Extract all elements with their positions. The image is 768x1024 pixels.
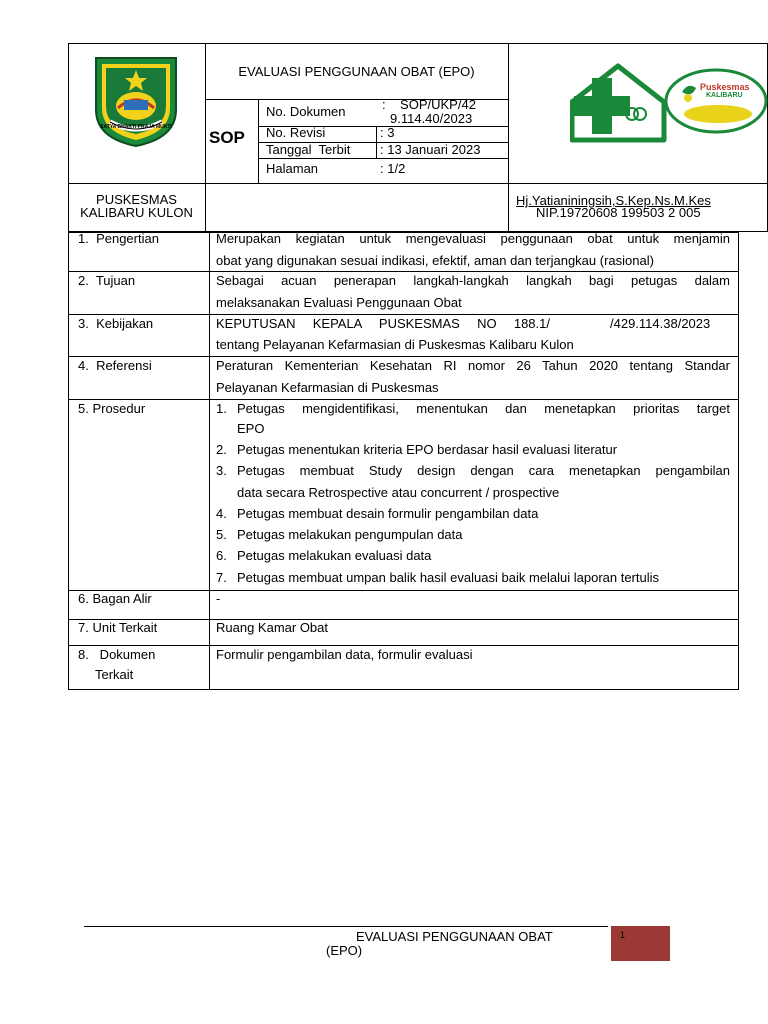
issued-label: Tanggal Terbit	[266, 142, 351, 157]
info-divider-sop	[258, 99, 259, 183]
pengertian-line-2: obat yang digunakan sesuai indikasi, efektif, aman dan terjangkau (rasional)	[216, 253, 654, 268]
row-divider-3	[68, 356, 739, 357]
step-2-num: 2.	[216, 442, 227, 457]
org-name-2: KALIBARU KULON	[80, 205, 193, 220]
document-title: EVALUASI PENGGUNAAN OBAT (EPO)	[238, 64, 475, 79]
bagan-alir-value: -	[216, 591, 221, 606]
dokumen-terkait-value: Formulir pengambilan data, formulir evaluasi	[216, 647, 473, 662]
signer-name: Hj.Yatianiningsih,S.Kep.Ns.M.Kes	[516, 193, 711, 208]
page-value: : 1/2	[380, 161, 406, 176]
header-row-divider	[68, 183, 768, 184]
kebijakan-line-1a: KEPUTUSAN KEPALA PUSKESMAS NO 188.1/	[216, 316, 550, 331]
step-3-line-1: Petugas membuat Study design dengan cara menetapkan pengambilan	[237, 463, 730, 478]
doc-no-label: No. Dokumen	[266, 104, 346, 119]
org-name-1: PUSKESMAS	[96, 192, 177, 207]
dokumen-terkait-label-1: 8. Dokumen	[78, 647, 156, 662]
page-label: Halaman	[266, 161, 319, 176]
footer-rule	[84, 926, 608, 927]
step-5-line-1: Petugas melakukan pengumpulan data	[237, 527, 463, 542]
row-divider-4	[68, 399, 739, 400]
referensi-line-1: Peraturan Kementerian Kesehatan RI nomor 26 Tahun 2020 tentang Standar	[216, 358, 730, 373]
page-number-box	[611, 926, 670, 961]
kebijakan-line-2: tentang Pelayanan Kefarmasian di Puskesmas Kalibaru Kulon	[216, 337, 574, 352]
step-6-line-1: Petugas melakukan evaluasi data	[237, 548, 432, 563]
tujuan-label: 2. Tujuan	[78, 273, 136, 288]
pengertian-line-1: Merupakan kegiatan untuk mengevaluasi penggunaan obat untuk menjamin	[216, 231, 730, 246]
referensi-label: 4. Referensi	[78, 358, 152, 373]
step-4-line-1: Petugas membuat desain formulir pengambilan data	[237, 506, 539, 521]
puskesmas-kalibaru-logo	[664, 68, 768, 134]
doc-no-value-2: 9.114.40/2023	[390, 111, 473, 126]
step-1-line-2: EPO	[237, 421, 265, 436]
emblem-motto: SATYA BHAKTI PRAJA MUKTI	[100, 124, 172, 130]
unit-terkait-value: Ruang Kamar Obat	[216, 620, 329, 635]
info-divider-value	[376, 126, 377, 158]
doc-no-value-1: : SOP/UKP/42	[382, 97, 476, 112]
dokumen-terkait-label-2: Terkait	[95, 667, 134, 682]
pengertian-label: 1. Pengertian	[78, 231, 159, 246]
revision-value: : 3	[380, 125, 395, 140]
kebijakan-line-1b: /429.114.38/2023	[610, 316, 711, 331]
row-divider-6	[68, 619, 739, 620]
prosedur-label: 5. Prosedur	[78, 401, 146, 416]
bagan-alir-label: 6. Bagan Alir	[78, 591, 152, 606]
step-7-num: 7.	[216, 570, 227, 585]
step-2-line-1: Petugas menentukan kriteria EPO berdasar hasil evaluasi literatur	[237, 442, 618, 457]
page-number: 1	[620, 930, 626, 940]
revision-label: No. Revisi	[266, 125, 326, 140]
footer-title-2: (EPO)	[326, 943, 363, 958]
step-3-num: 3.	[216, 463, 227, 478]
body-column-divider	[209, 232, 210, 690]
tujuan-line-2: melaksanakan Evaluasi Penggunaan Obat	[216, 295, 462, 310]
unit-terkait-label: 7. Unit Terkait	[78, 620, 158, 635]
step-7-line-1: Petugas membuat umpan balik hasil evaluasi baik melalui laporan tertulis	[237, 570, 660, 585]
kebijakan-label: 3. Kebijakan	[78, 316, 154, 331]
row-divider-5	[68, 590, 739, 591]
row-divider-7	[68, 645, 739, 646]
row-divider-1	[68, 271, 739, 272]
step-1-line-1: Petugas mengidentifikasi, menentukan dan menetapkan prioritas target	[237, 401, 730, 416]
step-4-num: 4.	[216, 506, 227, 521]
issued-value: : 13 Januari 2023	[380, 142, 481, 157]
right-logo-text-2: KALIBARU	[706, 92, 743, 99]
right-logo-text-1: Puskesmas	[700, 82, 750, 92]
info-row-3	[258, 158, 508, 159]
step-5-num: 5.	[216, 527, 227, 542]
footer-title-1: EVALUASI PENGGUNAAN OBAT	[356, 929, 553, 944]
sop-label: SOP	[209, 128, 245, 147]
signer-nip: NIP.19720608 199503 2 005	[536, 205, 701, 220]
header-divider-2	[508, 43, 509, 232]
row-divider-2	[68, 314, 739, 315]
step-3-line-2: data secara Retrospective atau concurrent / prospective	[237, 485, 560, 500]
regional-emblem-logo	[88, 52, 184, 148]
referensi-line-2: Pelayanan Kefarmasian di Puskesmas	[216, 380, 439, 395]
step-1-num: 1.	[216, 401, 227, 416]
tujuan-line-1: Sebagai acuan penerapan langkah-langkah langkah bagi petugas dalam	[216, 273, 730, 288]
step-6-num: 6.	[216, 548, 227, 563]
